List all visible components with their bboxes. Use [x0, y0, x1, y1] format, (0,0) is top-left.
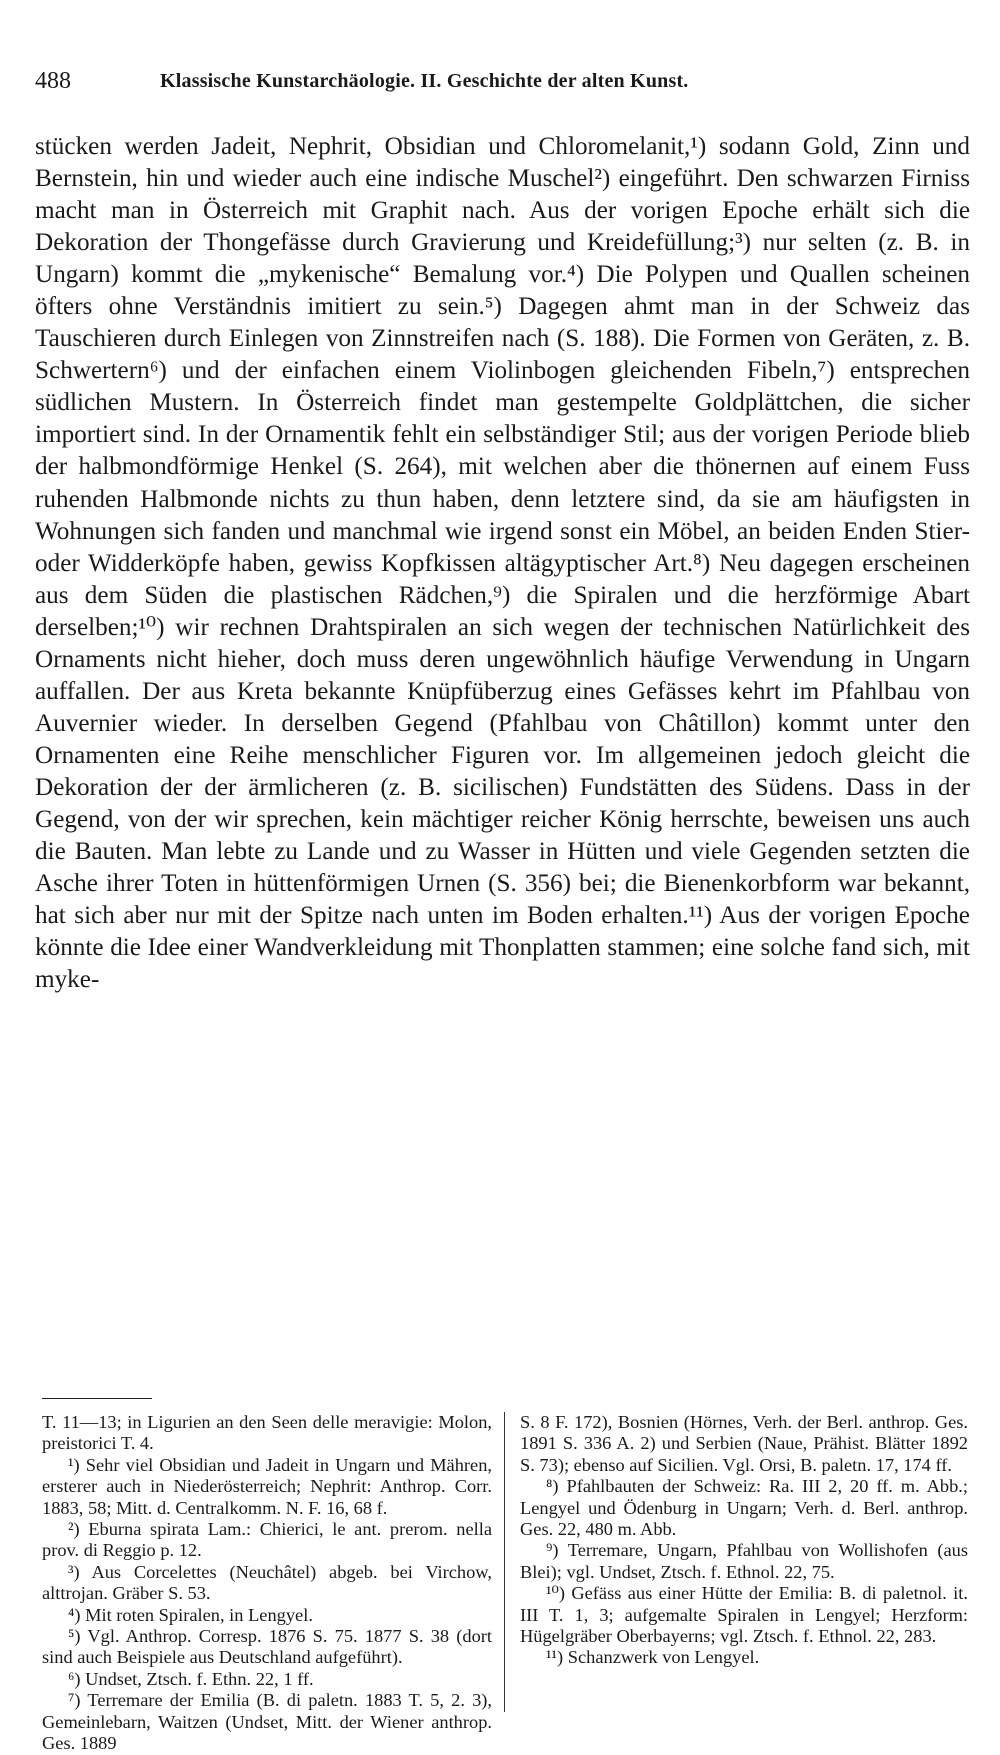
footnote-column-divider	[504, 1412, 505, 1712]
footnote-2: ²) Eburna spirata Lam.: Chierici, le ant. prerom. nella prov. di Reggio p. 12.	[42, 1519, 492, 1561]
footnote-6: ⁶) Undset, Ztsch. f. Ethn. 22, 1 ff.	[68, 1668, 314, 1689]
running-head	[35, 68, 885, 98]
footnote-5: ⁵) Vgl. Anthrop. Corresp. 1876 S. 75. 1877 S. 38 (dort sind auch Beispiele aus Deutschland aufgeführt).	[42, 1626, 492, 1668]
footnote-7-continuation: S. 8 F. 172), Bosnien (Hörnes, Verh. der Berl. anthrop. Ges. 1891 S. 336 A. 2) und Serbien (Naue, Prähist. Blätter 1892 S. 73); ebenso auf Sicilien. Vgl. Orsi, B. paletn. 17, 174 ff.	[520, 1412, 968, 1475]
footnote-1: ¹) Sehr viel Obsidian und Jadeit in Ungarn und Mähren, ersterer auch in Niederösterreich; Nephrit: Anthrop. Corr. 1883, 58; Mitt. d. Centralkomm. N. F. 16, 68 f.	[42, 1454, 492, 1518]
footnote-8: ⁸) Pfahlbauten der Schweiz: Ra. III 2, 20 ff. m. Abb.; Lengyel und Ödenburg in Ungarn; Verh. d. Berl. anthrop. Ges. 22, 480 m. Abb.	[520, 1476, 968, 1540]
footnote-7: ⁷) Terremare der Emilia (B. di paletn. 1883 T. 5, 2. 3), Gemeinlebarn, Waitzen (Undset, Mitt. der Wiener anthrop. Ges. 1889	[42, 1690, 492, 1754]
running-title: Klassische Kunstarchäologie. II. Geschichte der alten Kunst.	[160, 70, 689, 92]
footnote-separator-rule	[42, 1398, 152, 1399]
footnotes-right-column	[520, 1412, 968, 1669]
footnote-10: ¹⁰) Gefäss aus einer Hütte der Emilia: B. di paletnol. it. III T. 1, 3; aufgemalte Spiralen in Lengyel; Herzform: Hügelgräber Oberbayerns; vgl. Ztsch. f. Ethnol. 22, 283.	[520, 1583, 968, 1647]
footnote-continuation: T. 11—13; in Ligurien an den Seen delle meravigie: Molon, preistorici T. 4.	[42, 1412, 492, 1454]
footnote-11: ¹¹) Schanzwerk von Lengyel.	[546, 1647, 760, 1668]
footnotes-left-column	[42, 1412, 492, 1755]
footnote-4: ⁴) Mit roten Spiralen, in Lengyel.	[68, 1604, 313, 1625]
body-paragraph: stücken werden Jadeit, Nephrit, Obsidian und Chloromelanit,¹) sodann Gold, Zinn und Bernstein, hin und wieder auch eine indische Muschel²) eingeführt. Den schwarzen Firniss macht man in Österreich mit Graphit nach. Aus der vorigen Epoche erhält sich die Dekoration der Thongefässe durch Gravierung und Kreidefüllung;³) nur selten (z. B. in Ungarn) kommt die „mykenische“ Bemalung vor.⁴) Die Polypen und Quallen scheinen öfters ohne Verständnis imitiert zu sein.⁵) Dagegen ahmt man in der Schweiz das Tauschieren durch Einlegen von Zinnstreifen nach (S. 188). Die Formen von Geräten, z. B. Schwertern⁶) und der einfachen einem Violinbogen gleichenden Fibeln,⁷) entsprechen südlichen Mustern. In Österreich findet man gestempelte Goldplättchen, die sicher importiert sind. In der Ornamentik fehlt ein selbständiger Stil; aus der vorigen Periode blieb der halbmondförmige Henkel (S. 264), mit welchen aber die thönernen auf einem Fuss ruhenden Halbmonde nichts zu thun haben, denn letztere sind, da sie am häufigsten in Wohnungen sich fanden und manchmal wie irgend sonst ein Möbel, an beiden Enden Stier- oder Widderköpfe haben, gewiss Kopfkissen altägyptischer Art.⁸) Neu dagegen erscheinen aus dem Süden die plastischen Rädchen,⁹) die Spiralen und die herzförmige Abart derselben;¹⁰) wir rechnen Drahtspiralen an sich wegen der technischen Natürlichkeit des Ornaments nicht hieher, doch muss deren ungewöhnlich häufige Verwendung in Ungarn auffallen. Der aus Kreta bekannte Knüpfüberzug eines Gefässes kehrt im Pfahlbau von Auvernier wieder. In derselben Gegend (Pfahlbau von Châtillon) kommt unter den Ornamenten eine Reihe menschlicher Figuren vor. Im allgemeinen jedoch gleicht die Dekoration der der ärmlicheren (z. B. sicilischen) Fundstätten des Südens. Dass in der Gegend, von der wir sprechen, kein mächtiger reicher König herrschte, beweisen uns auch die Bauten. Man lebte zu Lande und zu Wasser in Hütten und viele Gegenden setzten die Asche ihrer Toten in hüttenförmigen Urnen (S. 356) bei; die Bienenkorbform war bekannt, hat sich aber nur mit der Spitze nach unten im Boden erhalten.¹¹) Aus der vorigen Epoche könnte die Idee einer Wandverkleidung mit Thonplatten stammen; eine solche fand sich, mit myke-	[35, 133, 970, 994]
footnote-3: ³) Aus Corcelettes (Neuchâtel) abgeb. bei Virchow, alttrojan. Gräber S. 53.	[42, 1561, 492, 1604]
footnote-9: ⁹) Terremare, Ungarn, Pfahlbau von Wollishofen (aus Blei); vgl. Undset, Ztsch. f. Ethnol. 22, 75.	[520, 1540, 968, 1582]
main-text	[35, 131, 970, 996]
page-number: 488	[35, 68, 71, 94]
